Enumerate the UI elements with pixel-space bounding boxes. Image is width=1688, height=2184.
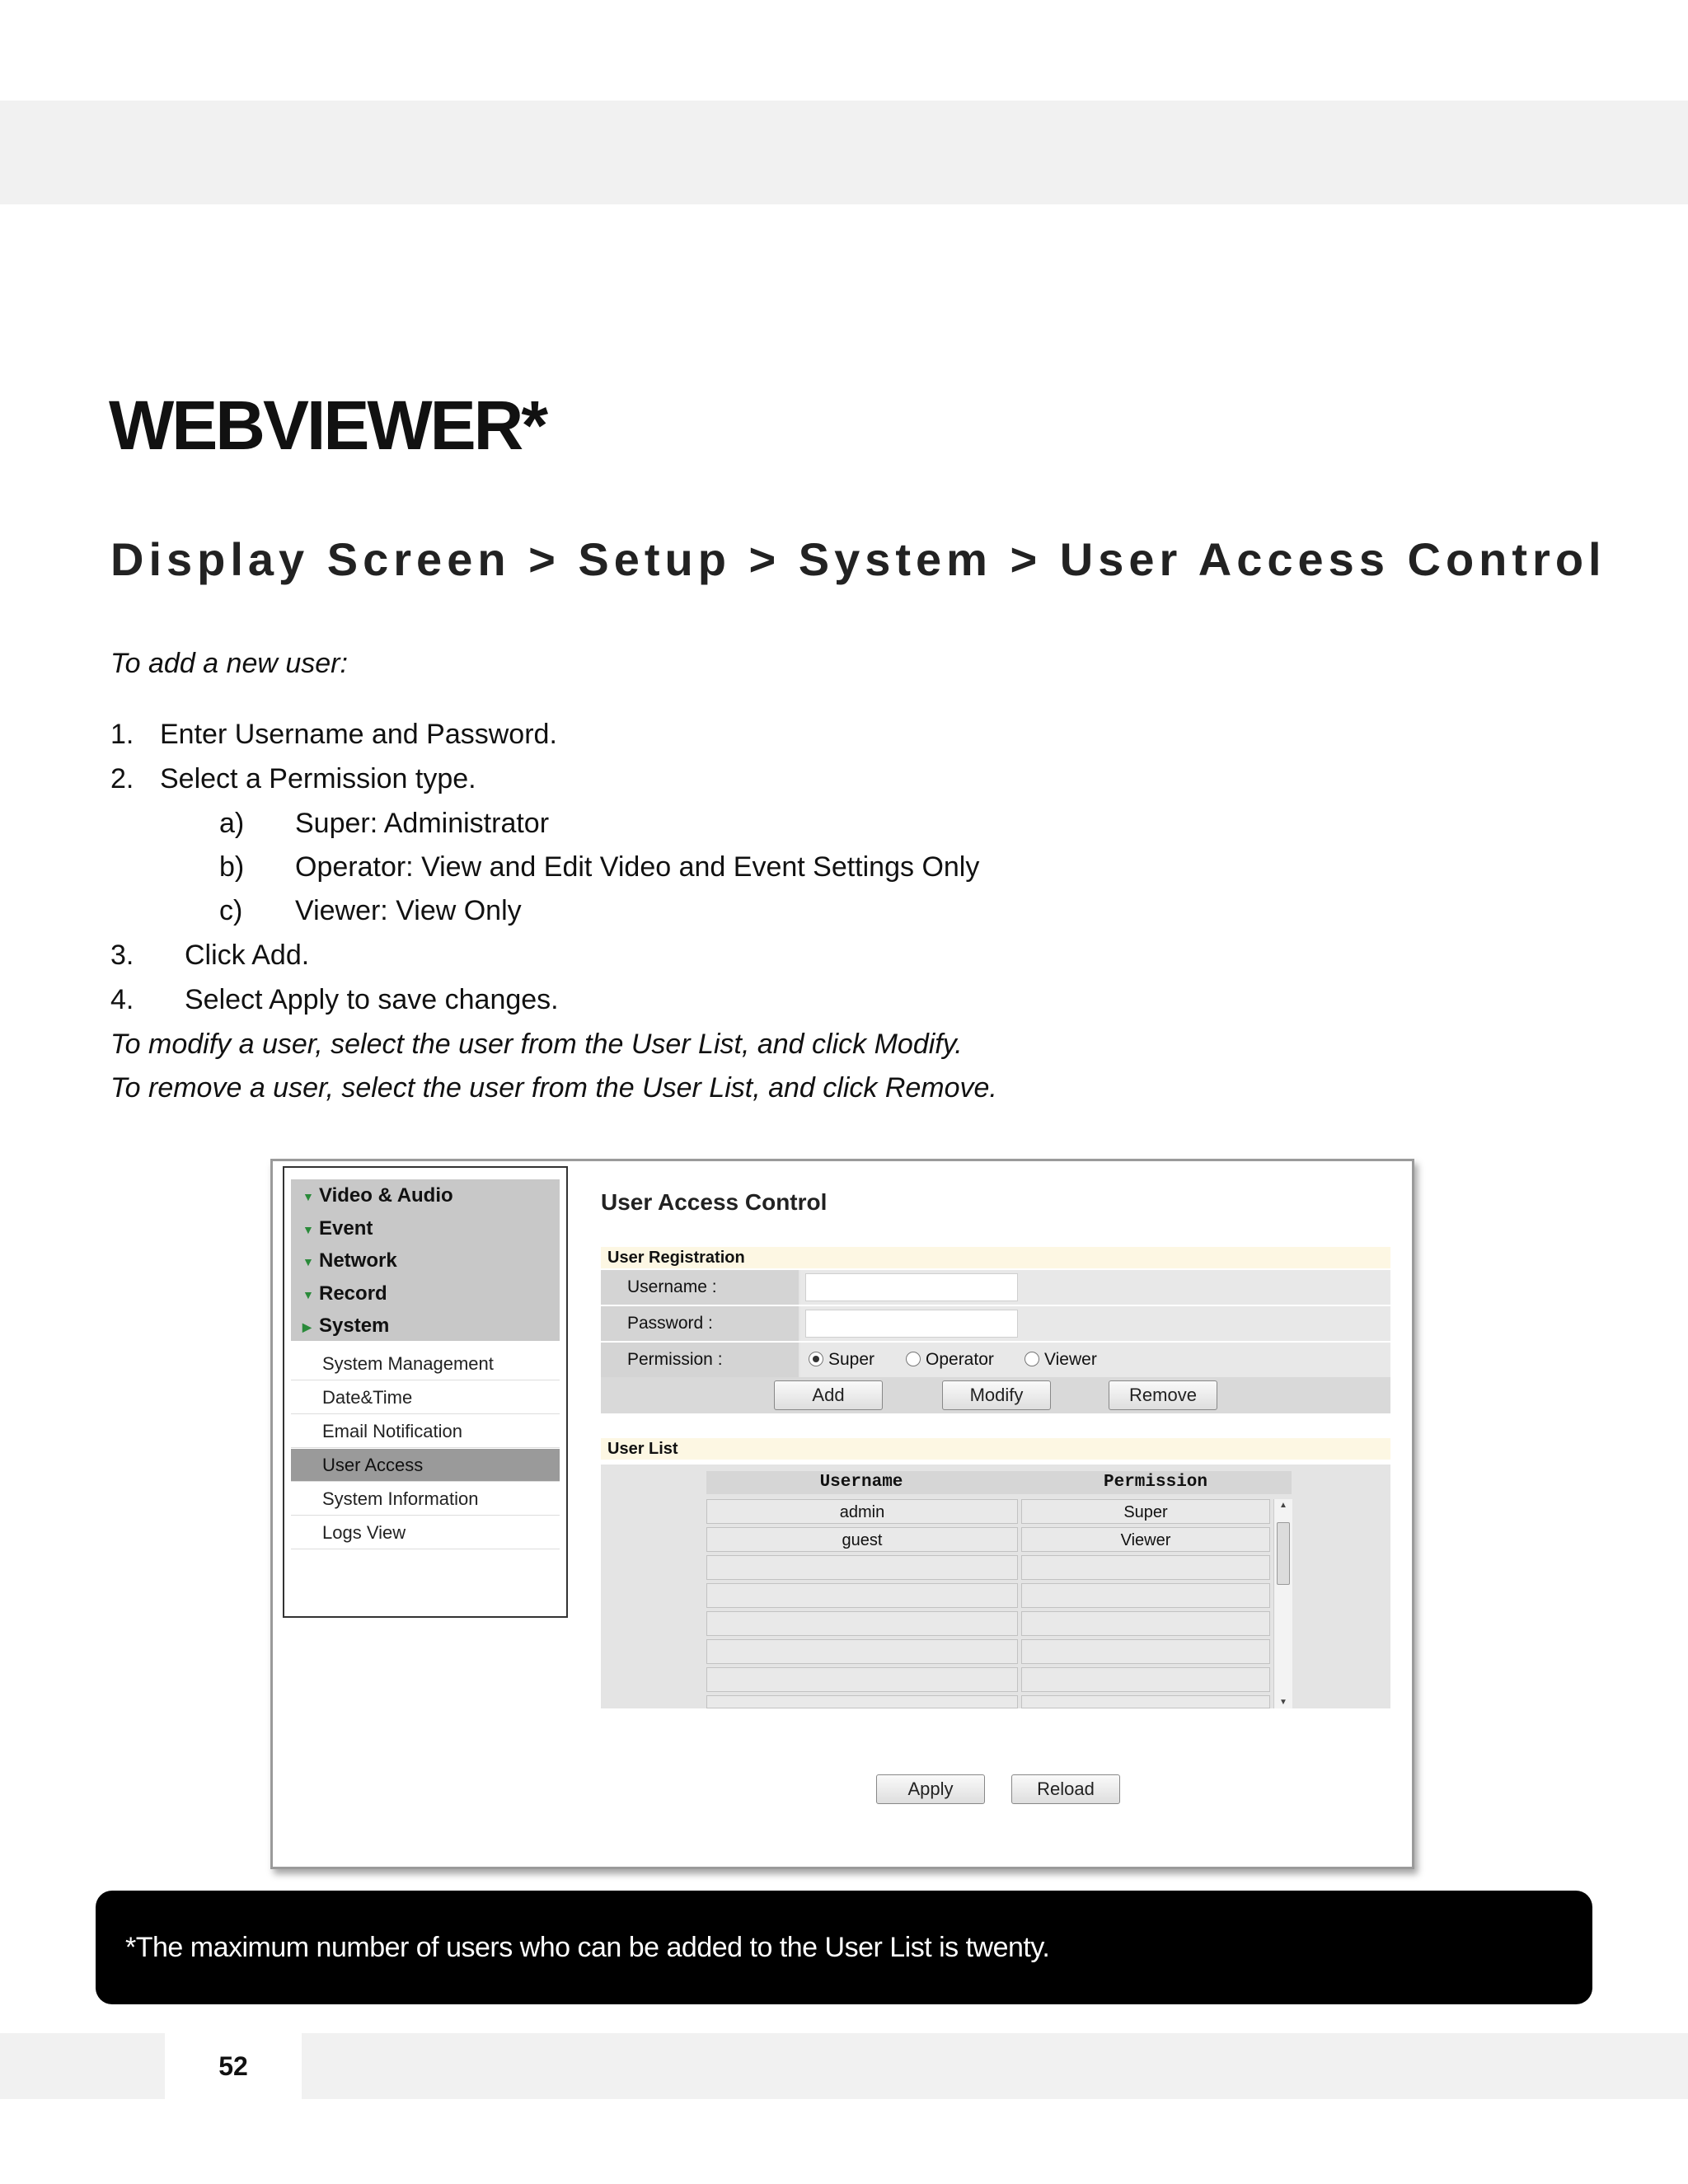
menu-label: Event	[319, 1217, 373, 1240]
menu-categories	[291, 1179, 560, 1341]
footnote-text: *The maximum number of users who can be added to the User List is twenty.	[125, 1932, 1050, 1963]
chevron-down-icon: ▼	[302, 1287, 314, 1301]
step-number: 3.	[110, 940, 134, 971]
remove-note: To remove a user, select the user from the User List, and click Remove.	[110, 1072, 997, 1104]
footer-band-right	[302, 2033, 1688, 2099]
table-cell-empty[interactable]	[706, 1611, 1018, 1636]
permission-row	[601, 1343, 1390, 1377]
table-cell-empty[interactable]	[706, 1639, 1018, 1664]
radio-operator[interactable]	[906, 1351, 994, 1369]
menu-label: Network	[319, 1249, 397, 1272]
permission-value	[800, 1343, 1390, 1377]
step-text: Viewer: View Only	[295, 895, 522, 926]
password-value	[800, 1306, 1390, 1341]
step-number: 1.	[110, 719, 134, 750]
chevron-down-icon: ▼	[302, 1189, 314, 1203]
breadcrumb: Display Screen > Setup > System > User Access Control	[110, 533, 1606, 585]
password-row	[601, 1306, 1390, 1341]
user-registration-header: User Registration	[601, 1247, 1390, 1268]
table-cell-empty[interactable]	[1021, 1583, 1270, 1608]
username-row	[601, 1270, 1390, 1305]
step-text: Select Apply to save changes.	[185, 984, 559, 1015]
page-number: 52	[218, 2051, 248, 2081]
registration-actions	[601, 1377, 1390, 1413]
table-cell-permission[interactable]: Viewer	[1021, 1527, 1270, 1552]
user-list-header: User List	[601, 1438, 1390, 1460]
menu-logs-view[interactable]: Logs View	[291, 1516, 560, 1549]
table-cell-empty[interactable]	[1021, 1555, 1270, 1580]
table-cell-empty[interactable]	[706, 1667, 1018, 1692]
table-cell-empty[interactable]	[1021, 1667, 1270, 1692]
table-cell-empty[interactable]	[706, 1695, 1018, 1708]
table-cell-username[interactable]: guest	[706, 1527, 1018, 1552]
col-permission: Permission	[1103, 1473, 1208, 1492]
step-number: b)	[219, 851, 245, 883]
user-list-scrollbar[interactable]	[1273, 1499, 1292, 1708]
chevron-down-icon: ▼	[302, 1254, 314, 1268]
header-band	[0, 101, 1688, 204]
table-cell-empty[interactable]	[706, 1555, 1018, 1580]
username-value	[800, 1270, 1390, 1305]
username-label: Username :	[601, 1270, 799, 1305]
menu-event[interactable]	[302, 1212, 373, 1245]
panel-title: User Access Control	[601, 1189, 828, 1215]
password-label: Password :	[601, 1306, 799, 1341]
modify-note: To modify a user, select the user from the User List, and click Modify.	[110, 1029, 963, 1060]
ui-screenshot	[270, 1159, 1414, 1869]
menu-label: Record	[319, 1282, 387, 1305]
scroll-down-icon[interactable]: ▼	[1279, 1698, 1287, 1707]
radio-label: Super	[828, 1350, 875, 1369]
table-cell-empty[interactable]	[706, 1583, 1018, 1608]
user-list-table-header	[706, 1471, 1292, 1494]
footer-band-left	[0, 2033, 165, 2099]
footnote-box	[96, 1891, 1592, 2004]
step-text: Enter Username and Password.	[160, 719, 557, 750]
permission-label: Permission :	[601, 1343, 799, 1377]
menu-label: System	[319, 1315, 390, 1337]
radio-super[interactable]	[809, 1351, 874, 1369]
menu-record[interactable]	[302, 1277, 387, 1310]
radio-label: Operator	[926, 1350, 994, 1369]
table-cell-empty[interactable]	[1021, 1695, 1270, 1708]
radio-icon	[906, 1352, 921, 1366]
reload-button[interactable]: Reload	[1011, 1774, 1120, 1804]
step-number: 4.	[110, 984, 134, 1015]
password-input[interactable]	[805, 1310, 1018, 1338]
menu-date-time[interactable]: Date&Time	[291, 1381, 560, 1414]
radio-label: Viewer	[1044, 1350, 1097, 1369]
step-number: 2.	[110, 763, 134, 794]
intro-text: To add a new user:	[110, 648, 348, 679]
step-text: Click Add.	[185, 940, 310, 971]
modify-button[interactable]: Modify	[942, 1380, 1051, 1410]
username-input[interactable]	[805, 1273, 1018, 1301]
menu-user-access[interactable]: User Access	[291, 1449, 560, 1482]
apply-button[interactable]: Apply	[876, 1774, 985, 1804]
table-cell-username[interactable]: admin	[706, 1499, 1018, 1524]
chevron-down-icon: ▼	[302, 1222, 314, 1236]
setup-menu	[283, 1166, 568, 1618]
col-username: Username	[819, 1473, 903, 1492]
step-text: Select a Permission type.	[160, 763, 476, 794]
scroll-thumb[interactable]	[1277, 1522, 1290, 1585]
menu-email-notification[interactable]: Email Notification	[291, 1415, 560, 1448]
scroll-up-icon[interactable]: ▲	[1279, 1501, 1287, 1510]
page-title: WEBVIEWER*	[109, 387, 546, 464]
radio-icon	[1025, 1352, 1039, 1366]
menu-network[interactable]	[302, 1244, 397, 1277]
menu-video-audio[interactable]	[302, 1179, 453, 1212]
table-cell-empty[interactable]	[1021, 1639, 1270, 1664]
step-number: c)	[219, 895, 243, 926]
table-cell-permission[interactable]: Super	[1021, 1499, 1270, 1524]
menu-system[interactable]	[302, 1310, 389, 1343]
radio-selected-icon	[809, 1352, 823, 1366]
menu-label: Video & Audio	[319, 1184, 453, 1207]
radio-viewer[interactable]	[1025, 1351, 1097, 1369]
chevron-right-icon: ▶	[302, 1319, 312, 1333]
step-text: Operator: View and Edit Video and Event Settings Only	[295, 851, 980, 883]
add-button[interactable]: Add	[774, 1380, 883, 1410]
step-number: a)	[219, 808, 245, 839]
menu-system-management[interactable]: System Management	[291, 1347, 560, 1380]
step-text: Super: Administrator	[295, 808, 550, 839]
remove-button[interactable]: Remove	[1109, 1380, 1217, 1410]
table-cell-empty[interactable]	[1021, 1611, 1270, 1636]
menu-system-information[interactable]: System Information	[291, 1483, 560, 1516]
